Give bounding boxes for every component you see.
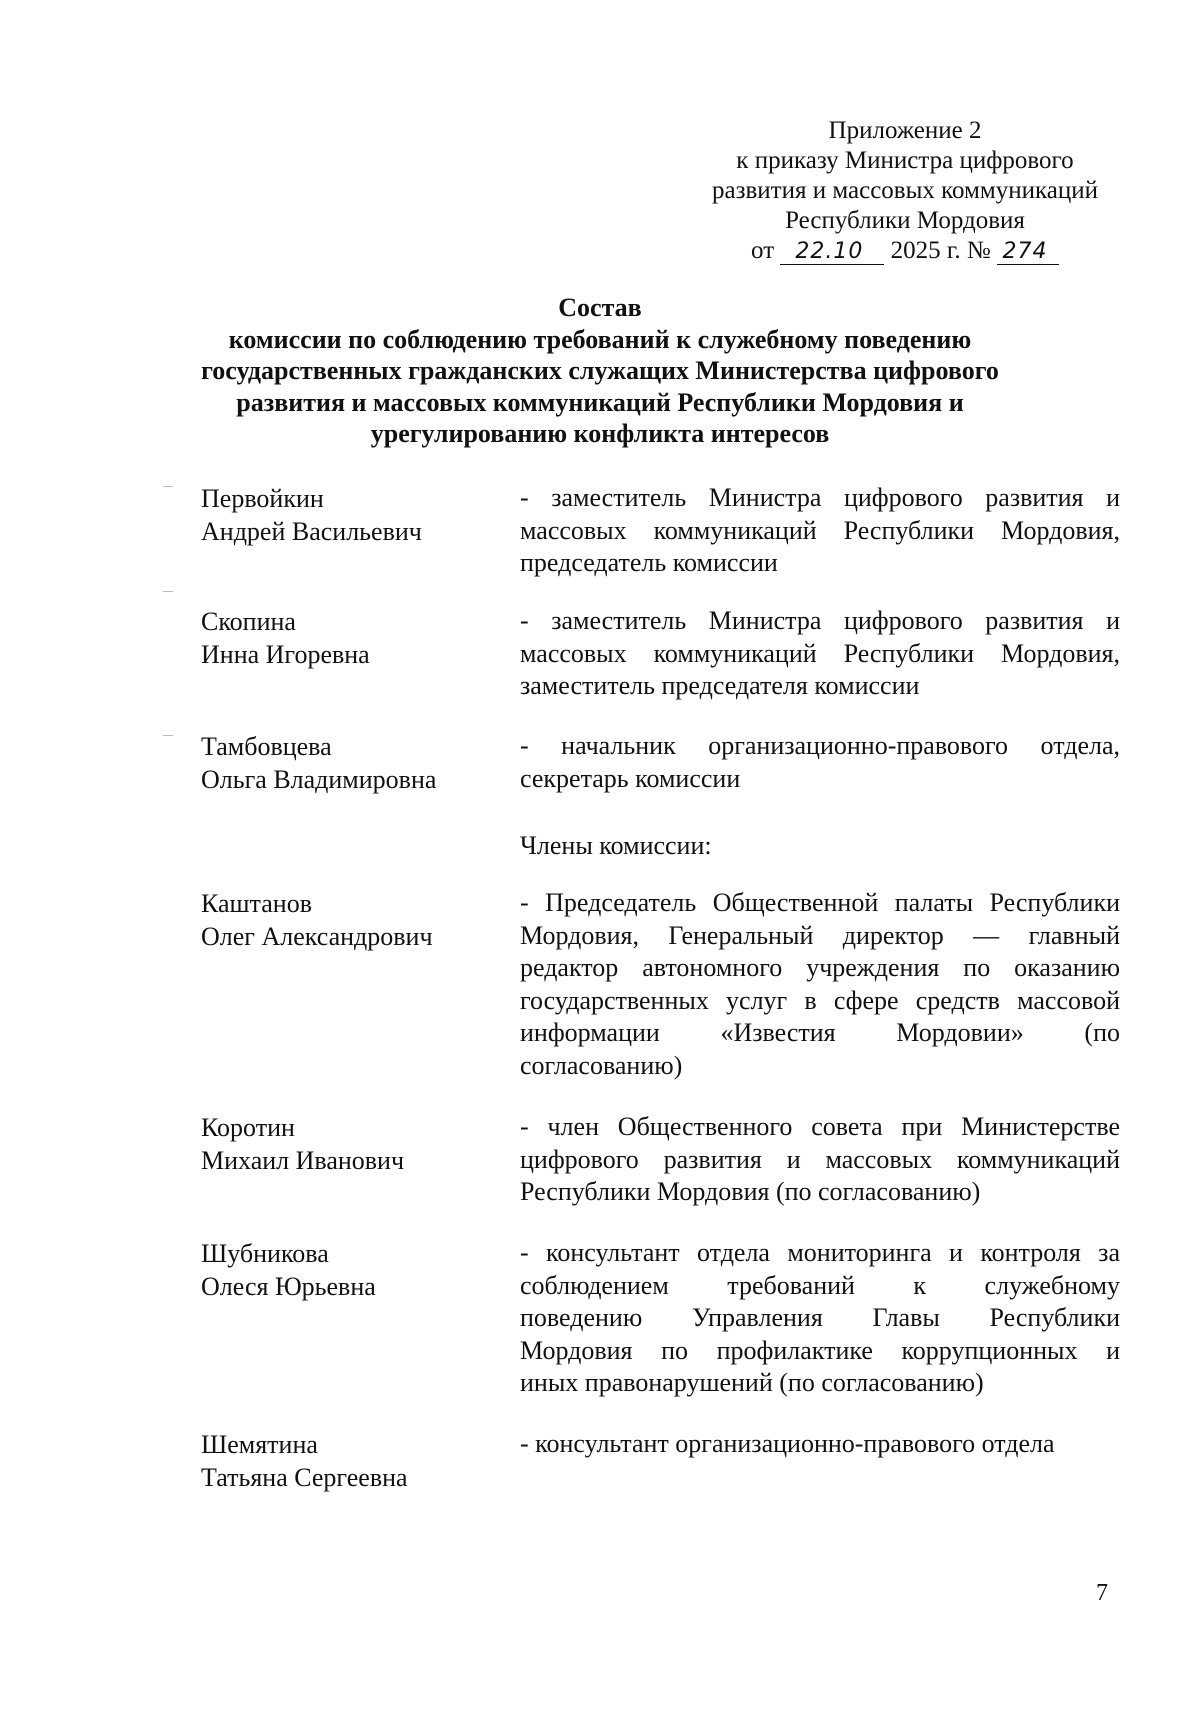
members-label: Члены комиссии: bbox=[520, 831, 712, 860]
document-title bbox=[150, 292, 1050, 450]
year-text: 2025 г. № bbox=[890, 237, 991, 264]
scan-mark bbox=[163, 486, 173, 487]
member-given-names: Олег Александрович bbox=[201, 922, 433, 951]
member-given-names: Андрей Васильевич bbox=[201, 517, 422, 546]
role-line: государственных услуг в сфере средств массовой bbox=[520, 985, 1120, 1015]
appendix-line: развития и массовых коммуникаций bbox=[712, 177, 1098, 204]
member-name bbox=[201, 1428, 491, 1494]
title-line: государственных гражданских служащих Министерства цифрового bbox=[201, 356, 999, 385]
role-line: - начальник организационно-правового отдела, bbox=[520, 731, 1120, 760]
role-line: редактор автономного учреждения по оказанию bbox=[520, 953, 1120, 983]
role-line: секретарь комиссии bbox=[520, 763, 741, 793]
appendix-line: к приказу Министра цифрового bbox=[736, 147, 1074, 174]
appendix-date-line bbox=[700, 236, 1110, 266]
handwritten-date: 22.10 bbox=[780, 240, 884, 265]
role-line: - заместитель Министра цифрового развития и bbox=[520, 606, 1120, 635]
role-line: иных правонарушений (по согласованию) bbox=[520, 1368, 984, 1398]
role-line: массовых коммуникаций Республики Мордовия, bbox=[520, 515, 1120, 545]
role-line: массовых коммуникаций Республики Мордовия, bbox=[520, 638, 1120, 668]
role-line: председатель комиссии bbox=[520, 548, 778, 578]
role-line: заместитель председателя комиссии bbox=[520, 671, 920, 701]
role-line: Мордовия, Генеральный директор — главный bbox=[520, 920, 1120, 950]
title-line: комиссии по соблюдению требований к служебному поведению bbox=[228, 324, 972, 354]
member-name bbox=[201, 1237, 491, 1303]
role-line: информации «Известия Мордовии» (по bbox=[520, 1018, 1120, 1048]
date-prefix: от bbox=[751, 237, 775, 264]
role-line: - заместитель Министра цифрового развития и bbox=[520, 483, 1120, 512]
member-name bbox=[201, 482, 491, 548]
handwritten-number: 274 bbox=[997, 240, 1059, 265]
member-given-names: Михаил Иванович bbox=[201, 1146, 405, 1175]
scan-mark bbox=[163, 735, 173, 736]
member-name bbox=[201, 1111, 491, 1177]
member-surname: Каштанов bbox=[201, 889, 312, 918]
member-name bbox=[201, 730, 491, 796]
member-role bbox=[520, 1237, 1120, 1400]
title-line: развития и массовых коммуникаций Республики Мордовия и bbox=[236, 387, 964, 417]
role-line: Республики Мордовия (по согласованию) bbox=[520, 1177, 981, 1207]
member-surname: Шемятина bbox=[201, 1430, 318, 1459]
title-line: урегулированию конфликта интересов bbox=[370, 419, 830, 448]
role-line: - член Общественного совета при Министерстве bbox=[520, 1112, 1120, 1141]
member-role bbox=[520, 730, 1120, 795]
member-role bbox=[520, 605, 1120, 703]
member-surname: Коротин bbox=[201, 1113, 295, 1142]
member-given-names: Ольга Владимировна bbox=[201, 765, 437, 794]
member-surname: Первойкин bbox=[201, 484, 324, 513]
page-number: 7 bbox=[1096, 1580, 1108, 1606]
role-line: поведению Управления Главы Республики bbox=[520, 1303, 1120, 1333]
member-given-names: Инна Игоревна bbox=[201, 640, 370, 669]
role-line: - консультант отдела мониторинга и контроля за bbox=[520, 1238, 1120, 1267]
role-line: - Председатель Общественной палаты Республики bbox=[520, 888, 1120, 917]
member-given-names: Олеся Юрьевна bbox=[201, 1272, 376, 1301]
appendix-line: Республики Мордовия bbox=[785, 207, 1025, 234]
role-line: согласованию) bbox=[520, 1050, 683, 1080]
member-role bbox=[520, 482, 1120, 580]
member-role bbox=[520, 1111, 1120, 1209]
title-heading: Состав bbox=[558, 293, 642, 322]
scan-mark bbox=[163, 591, 173, 592]
member-surname: Скопина bbox=[201, 607, 296, 636]
member-role bbox=[520, 1428, 1120, 1461]
member-surname: Шубникова bbox=[201, 1239, 329, 1268]
member-name bbox=[201, 605, 491, 671]
member-surname: Тамбовцева bbox=[201, 732, 332, 761]
role-line: - консультант организационно-правового отдела bbox=[520, 1429, 1055, 1458]
member-given-names: Татьяна Сергеевна bbox=[201, 1463, 408, 1492]
appendix-header bbox=[700, 116, 1110, 266]
role-line: соблюдением требований к служебному bbox=[520, 1270, 1120, 1300]
member-name bbox=[201, 887, 491, 953]
role-line: цифрового развития и массовых коммуникаций bbox=[520, 1144, 1120, 1174]
member-role bbox=[520, 887, 1120, 1083]
role-line: Мордовия по профилактике коррупционных и bbox=[520, 1335, 1120, 1365]
appendix-line: Приложение 2 bbox=[828, 117, 982, 144]
